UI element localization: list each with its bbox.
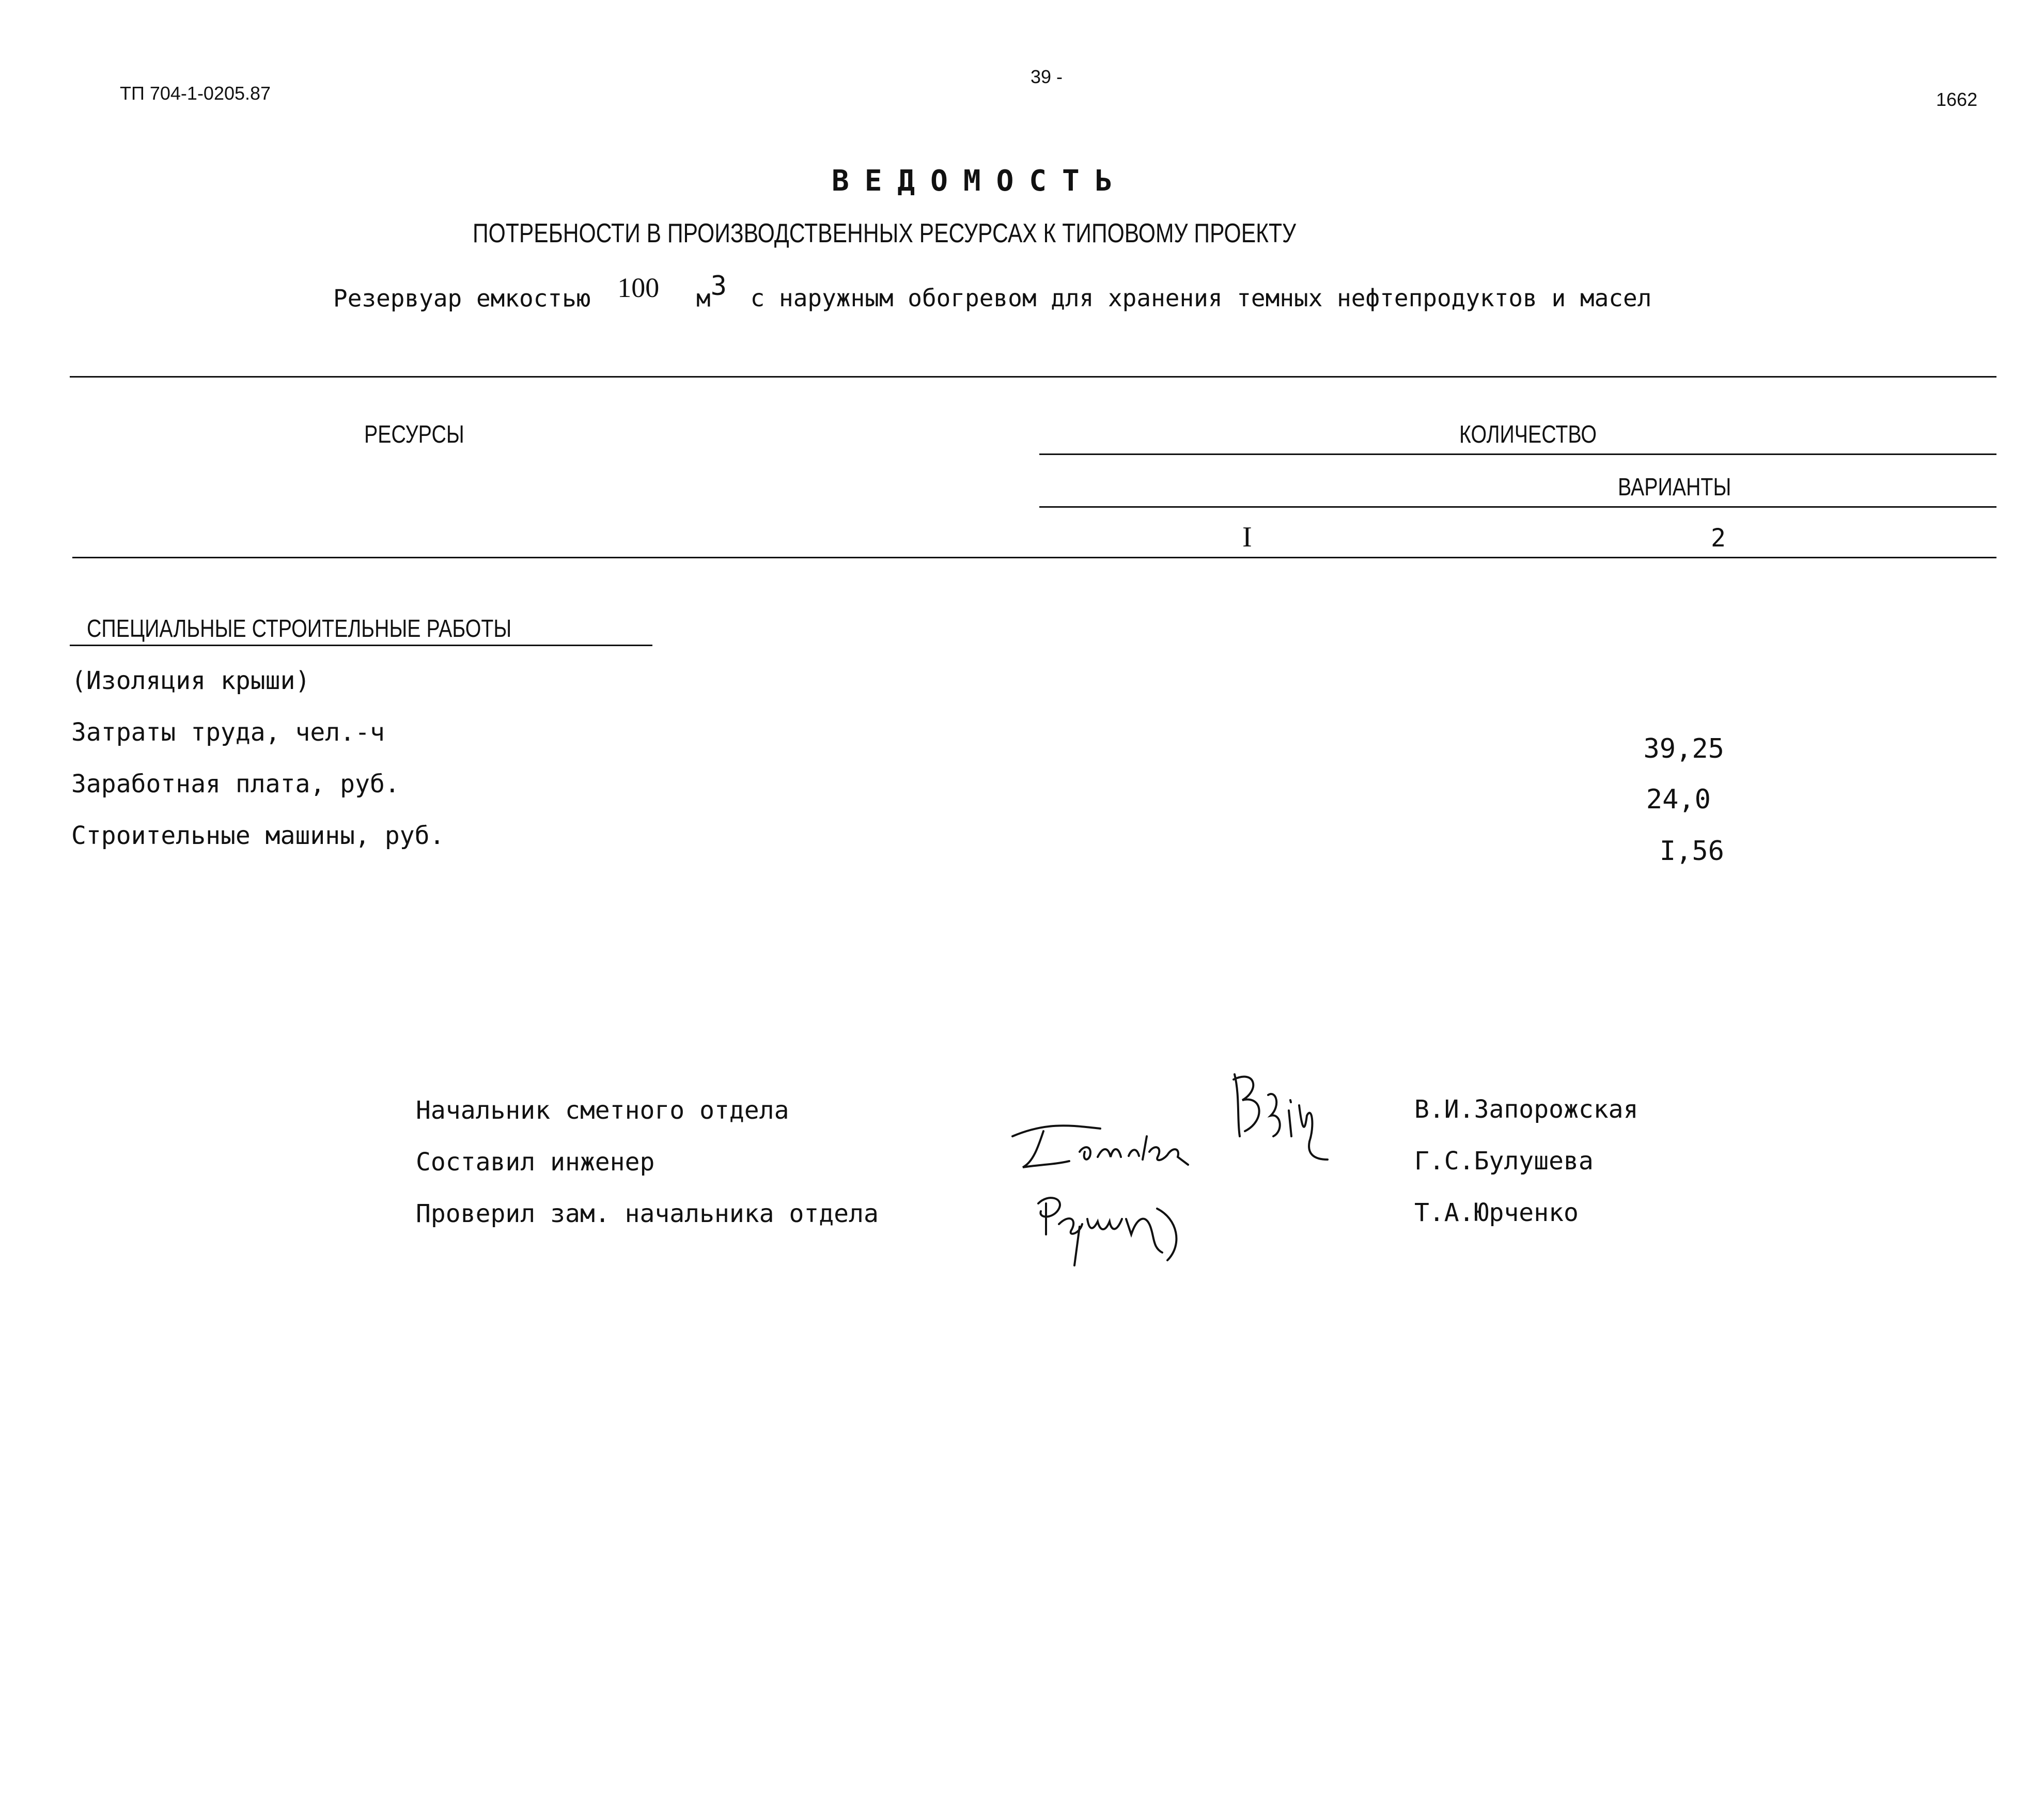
section-title-underline (70, 645, 652, 646)
document-description (333, 271, 1652, 313)
section-title: СПЕЦИАЛЬНЫЕ СТРОИТЕЛЬНЫЕ РАБОТЫ (87, 615, 512, 643)
document-subtitle: ПОТРЕБНОСТИ В ПРОИЗВОДСТВЕННЫХ РЕСУРСАХ К ТИПОВОМУ ПРОЕКТУ (473, 218, 1297, 248)
row-value-wages: 24,0 (1646, 784, 1711, 815)
signature-name-compiler: Г.С.Булушева (1414, 1147, 1594, 1176)
row-label-machines: Строительные машины, руб. (71, 821, 445, 850)
column-resources: РЕСУРСЫ (364, 421, 464, 448)
signature-name-head: В.И.Запорожская (1414, 1095, 1639, 1124)
table-header-bottom-rule (72, 557, 1996, 558)
description-suffix: с наружным обогревом для хранения темных нефтепродуктов и масел (750, 284, 1652, 312)
row-value-machines: I,56 (1659, 836, 1724, 867)
row-value-labor: 39,25 (1643, 733, 1724, 764)
signature-role-checker: Проверил зам. начальника отдела (416, 1199, 879, 1228)
variant-1-header: I (1242, 521, 1252, 553)
signature-name-checker: Т.А.Юрченко (1414, 1198, 1579, 1227)
variant-2-header: 2 (1711, 524, 1726, 553)
page-number: 39 - (1031, 66, 1063, 87)
section-note: (Изоляция крыши) (71, 666, 310, 695)
signature-role-compiler: Составил инженер (416, 1148, 655, 1177)
variants-rule (1039, 506, 1996, 508)
capacity-value: 100 (617, 272, 660, 304)
description-prefix: Резервуар емкостью (333, 284, 591, 312)
row-label-wages: Заработная плата, руб. (71, 770, 400, 799)
row-label-labor: Затраты труда, чел.-ч (71, 718, 385, 747)
handwritten-signature-compiler (1007, 1116, 1214, 1178)
sheet-number: 1662 (1936, 89, 1978, 110)
quantity-rule (1039, 453, 1996, 455)
handwritten-signature-head (1224, 1064, 1328, 1167)
column-variants: ВАРИАНТЫ (1618, 474, 1731, 501)
table-top-rule (70, 376, 1996, 378)
signature-role-head: Начальник сметного отдела (416, 1096, 789, 1125)
unit-power: 3 (710, 271, 727, 302)
doc-code: ТП 704-1-0205.87 (120, 83, 271, 104)
handwritten-signature-checker (1028, 1183, 1204, 1271)
capacity-unit: м (696, 284, 711, 312)
column-quantity: КОЛИЧЕСТВО (1459, 421, 1597, 448)
document-title: ВЕДОМОСТЬ (832, 164, 1128, 198)
